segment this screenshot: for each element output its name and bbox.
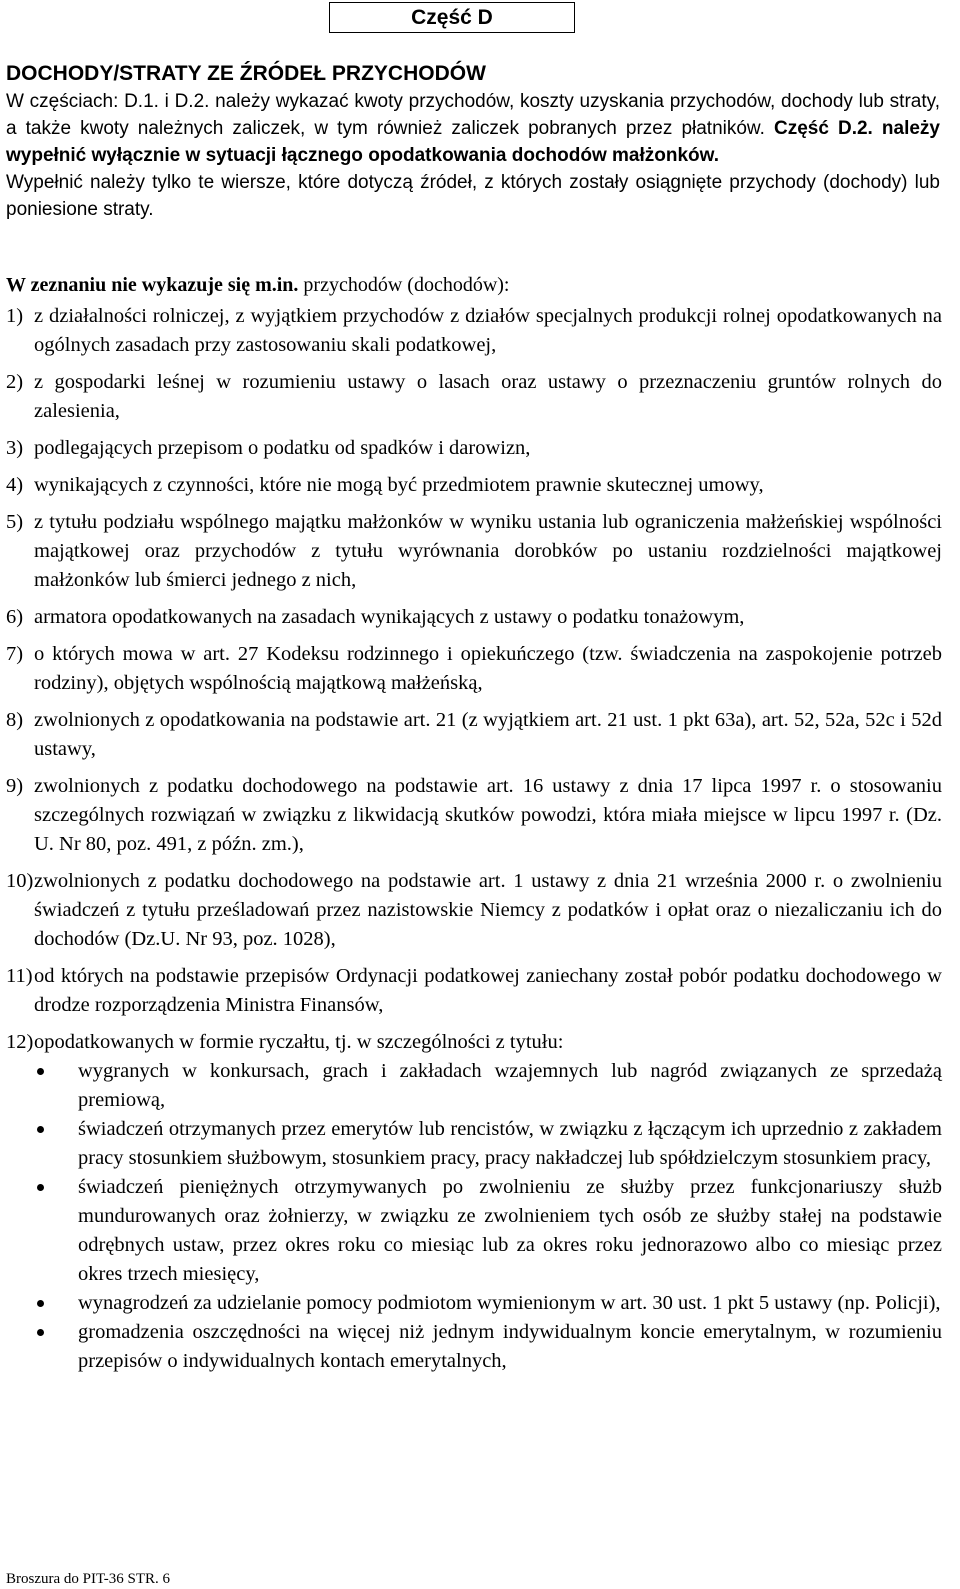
intro-p1-text: W częściach: D.1. i D.2. należy wykazać kwoty przychodów, koszty uzyskania przychodów, dochody lub straty, a także kwoty należnych zaliczek, w tym również zaliczek pobranych przez płatników. (6, 91, 940, 139)
exclusions-heading-rest: przychodów (dochodów): (298, 274, 510, 296)
list-item-text: zwolnionych z opodatkowania na podstawie art. 21 (z wyjątkiem art. 21 ust. 1 pkt 63a), art. 52, 52a, 52c i 52d ustawy, (34, 709, 942, 760)
list-item (6, 962, 942, 1020)
bullet-item (6, 1289, 942, 1318)
list-item-text: armatora opodatkowanych na zasadach wynikających z ustawy o podatku tonażowym, (34, 606, 745, 628)
bullet-dot-icon (37, 1329, 44, 1336)
bullet-item (6, 1173, 942, 1289)
list-item-number: 11) (6, 965, 33, 987)
exclusions-heading (6, 271, 940, 299)
list-item (6, 603, 942, 632)
list-item (6, 867, 942, 954)
list-item (6, 706, 942, 764)
list-item-text: podlegających przepisom o podatku od spadków i darowizn, (34, 437, 531, 459)
bullet-text: wygranych w konkursach, grach i zakładach wzajemnych lub nagród związanych ze sprzedażą premiową, (78, 1060, 942, 1111)
bullet-text: świadczeń otrzymanych przez emerytów lub rencistów, w związku z łączącym ich uprzednio z zakładem pracy stosunkiem służbowym, stosunkiem pracy, pracy nakładczej lub spółdzielczym stosunkiem pracy, (78, 1118, 942, 1169)
exclusions-heading-bold: W zeznaniu nie wykazuje się m.in. (6, 274, 299, 296)
list-item (6, 1028, 942, 1057)
list-item-text: od których na podstawie przepisów Ordynacji podatkowej zaniechany został pobór podatku dochodowego w drodze rozporządzenia Ministra Finansów, (34, 965, 942, 1016)
ryczalt-bullet-list (6, 1057, 942, 1376)
intro-block (6, 88, 940, 223)
list-item-number: 8) (6, 709, 24, 731)
list-item-number: 6) (6, 606, 24, 628)
bullet-dot-icon (37, 1126, 44, 1133)
list-item (6, 434, 942, 463)
intro-paragraph-1 (6, 88, 940, 169)
intro-paragraph-2: Wypełnić należy tylko te wiersze, które dotyczą źródeł, z których zostały osiągnięte przychody (dochody) lub poniesione straty. (6, 172, 940, 220)
list-item-number: 12) (6, 1031, 34, 1053)
list-item (6, 368, 942, 426)
list-item-number: 7) (6, 643, 24, 665)
bullet-item (6, 1057, 942, 1115)
list-item (6, 302, 942, 360)
list-item-number: 1) (6, 305, 24, 327)
intro-p1-bold: Część D.2. należy wypełnić wyłącznie w sytuacji łącznego opodatkowania dochodów małżonków. (6, 118, 940, 166)
list-item-number: 4) (6, 474, 24, 496)
list-item (6, 772, 942, 859)
list-item (6, 508, 942, 595)
list-item-text: zwolnionych z podatku dochodowego na podstawie art. 16 ustawy z dnia 17 lipca 1997 r. o stosowaniu szczególnych rozwiązań w związku z likwidacją skutków powodzi, która miała miejsce w lipcu 1997 r. (Dz. U. Nr 80, poz. 491, z późn. zm.), (34, 775, 942, 855)
list-item-number: 10) (6, 870, 34, 892)
list-item-text: opodatkowanych w formie ryczałtu, tj. w szczególności z tytułu: (34, 1031, 564, 1053)
page-footer: Broszura do PIT-36 STR. 6 (6, 1571, 171, 1587)
list-item-text: zwolnionych z podatku dochodowego na podstawie art. 1 ustawy z dnia 21 września 2000 r. o zwolnieniu świadczeń z tytułu prześladowań przez nazistowskie Niemcy z podatków i opłat oraz o niezaliczaniu ich do dochodów (Dz.U. Nr 93, poz. 1028), (34, 870, 942, 950)
bullet-dot-icon (37, 1068, 44, 1075)
list-item-number: 3) (6, 437, 24, 459)
list-item-number: 2) (6, 371, 24, 393)
bullet-text: wynagrodzeń za udzielanie pomocy podmiotom wymienionym w art. 30 ust. 1 pkt 5 ustawy (np. Policji), (78, 1292, 941, 1314)
part-d-title-box (329, 2, 575, 33)
bullet-text: świadczeń pieniężnych otrzymywanych po zwolnieniu ze służby przez funkcjonariuszy służb mundurowanych oraz żołnierzy, w związku ze zwolnieniem tych osób ze służby stałej na podstawie odrębnych ustaw, przez okres roku co miesiąc lub za okres roku jednorazowo albo co miesiąc przez okres trzech miesięcy, (78, 1176, 942, 1285)
list-item-text: z tytułu podziału wspólnego majątku małżonków w wyniku ustania lub ograniczenia małżeńskiej wspólności majątkowej oraz przychodów z tytułu wyrównania dorobków po ustaniu rozdzielności majątkowej małżonków lub śmierci jednego z nich, (34, 511, 942, 591)
part-d-title: Część D (411, 6, 493, 29)
bullet-text: gromadzenia oszczędności na więcej niż jednym indywidualnym koncie emerytalnym, w rozumieniu przepisów o indywidualnych kontach emerytalnych, (78, 1321, 942, 1372)
section-title: DOCHODY/STRATY ZE ŹRÓDEŁ PRZYCHODÓW (6, 62, 486, 85)
exclusions-list (6, 302, 942, 1376)
list-item-text: o których mowa w art. 27 Kodeksu rodzinnego i opiekuńczego (tzw. świadczenia na zaspokojenie potrzeb rodziny), objętych wspólnością majątkową małżeńską, (34, 643, 942, 694)
bullet-dot-icon (37, 1184, 44, 1191)
list-item (6, 471, 942, 500)
list-item (6, 640, 942, 698)
list-item-text: z gospodarki leśnej w rozumieniu ustawy o lasach oraz ustawy o przeznaczeniu gruntów rolnych do zalesienia, (34, 371, 942, 422)
list-item-number: 5) (6, 511, 24, 533)
bullet-item (6, 1115, 942, 1173)
list-item-text: z działalności rolniczej, z wyjątkiem przychodów z działów specjalnych produkcji rolnej opodatkowanych na ogólnych zasadach przy zastosowaniu skali podatkowej, (34, 305, 942, 356)
list-item-number: 9) (6, 775, 24, 797)
bullet-dot-icon (37, 1300, 44, 1307)
bullet-item (6, 1318, 942, 1376)
list-item-text: wynikających z czynności, które nie mogą być przedmiotem prawnie skutecznej umowy, (34, 474, 764, 496)
